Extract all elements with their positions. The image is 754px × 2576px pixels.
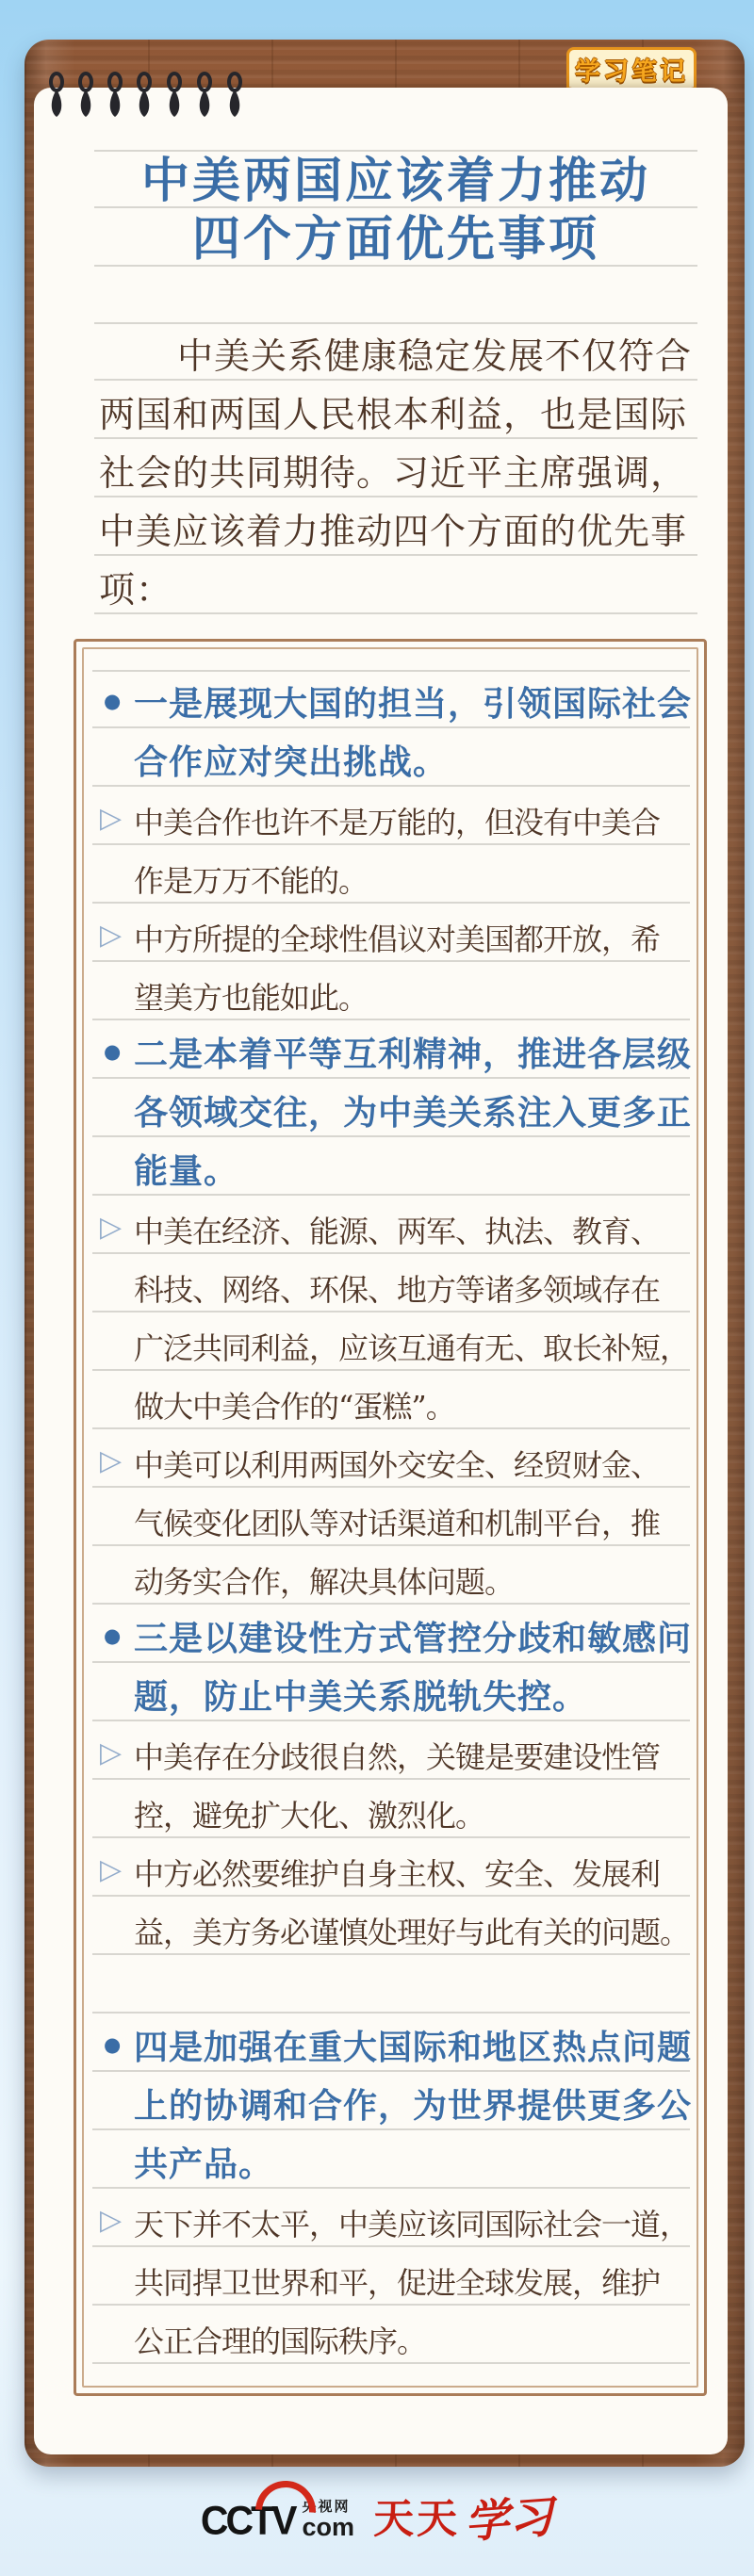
section-1-point-1-line-2: 作是万万不能的。	[92, 845, 690, 904]
section-4-point-1-line-3: 公正合理的国际秩序。	[92, 2306, 690, 2364]
blank-ruled-row	[92, 1955, 690, 2014]
triangle-bullet-icon: ▷	[100, 802, 123, 835]
cctv-logo-text: CCTV	[200, 2497, 295, 2543]
bullet-dot-icon: ●	[104, 1040, 122, 1063]
cctv-site-cn-label: 央视网	[302, 2498, 351, 2515]
section-3-point-2-line-1: ▷ 中方必然要维护自身主权、安全、发展利	[92, 1838, 690, 1897]
section-1-point-2-line-1: ▷ 中方所提的全球性倡议对美国都开放，希	[92, 904, 690, 962]
notebook-page	[34, 88, 728, 2454]
section-4-heading-line-3: 共产品。	[92, 2130, 690, 2189]
intro-line: 项：	[94, 556, 697, 614]
section-2-point-2-line-2: 气候变化团队等对话渠道和机制平台，推	[92, 1488, 690, 1546]
tiantian-xuexi-logo	[373, 2490, 555, 2549]
section-3-heading-line-2: 题，防止中美关系脱轨失控。	[92, 1663, 690, 1721]
section-4-heading-line-1: ● 四是加强在重大国际和地区热点问题	[92, 2014, 690, 2072]
section-3-heading-line-1: ● 三是以建设性方式管控分歧和敏感问	[92, 1605, 690, 1663]
section-2-point-1-line-2: 科技、网络、环保、地方等诸多领域存在	[92, 1254, 690, 1312]
cctv-com-logo	[200, 2497, 355, 2543]
intro-line: 中美应该着力推动四个方面的优先事	[94, 497, 697, 556]
triangle-bullet-icon: ▷	[100, 1736, 123, 1769]
section-1-point-1-line-1: ▷ 中美合作也许不是万能的，但没有中美合	[92, 787, 690, 845]
triangle-bullet-icon: ▷	[100, 919, 123, 952]
section-3-point-1-line-1: ▷ 中美存在分歧很自然，关键是要建设性管	[92, 1721, 690, 1780]
section-2-heading-line-1: ● 二是本着平等互利精神，推进各层级	[92, 1020, 690, 1079]
page-title	[94, 150, 697, 267]
priorities-box	[74, 639, 707, 2396]
section-1-point-2-line-2: 望美方也能如此。	[92, 962, 690, 1020]
intro-line: 中美关系健康稳定发展不仅符合	[94, 322, 697, 381]
spiral-rings-icon	[45, 70, 257, 130]
bullet-dot-icon: ●	[104, 2033, 122, 2056]
page-title-line-1: 中美两国应该着力推动	[94, 150, 697, 208]
intro-line: 社会的共同期待。习近平主席强调，	[94, 439, 697, 497]
section-3-point-2-line-2: 益，美方务必谨慎处理好与此有关的问题。	[92, 1897, 690, 1955]
section-2-heading-line-3: 能量。	[92, 1137, 690, 1196]
section-2-heading-line-2: 各领域交往，为中美关系注入更多正	[92, 1079, 690, 1137]
triangle-bullet-icon: ▷	[100, 1853, 123, 1886]
section-3-point-1-line-2: 控，避免扩大化、激烈化。	[92, 1780, 690, 1838]
xuexi-script-label: 学习	[463, 2490, 555, 2549]
triangle-bullet-icon: ▷	[100, 1444, 123, 1477]
priorities-content	[92, 670, 693, 2364]
bullet-dot-icon: ●	[104, 690, 122, 712]
bullet-dot-icon: ●	[104, 1624, 122, 1647]
intro-line: 两国和两国人民根本利益，也是国际	[94, 381, 697, 439]
page-title-line-2: 四个方面优先事项	[94, 208, 697, 267]
section-2-point-1-line-1: ▷ 中美在经济、能源、两军、执法、教育、	[92, 1196, 690, 1254]
section-4-point-1-line-1: ▷ 天下并不太平，中美应该同国际社会一道，	[92, 2189, 690, 2247]
section-2-point-1-line-3: 广泛共同利益，应该互通有无、取长补短，	[92, 1312, 690, 1371]
section-4-point-1-line-2: 共同捍卫世界和平，促进全球发展，维护	[92, 2247, 690, 2306]
section-4-heading-line-2: 上的协调和合作，为世界提供更多公	[92, 2072, 690, 2130]
study-notes-badge-label: 学习笔记	[575, 57, 688, 86]
intro-paragraph	[94, 322, 697, 614]
section-2-point-2-line-3: 动务实合作，解决具体问题。	[92, 1546, 690, 1605]
section-1-heading-line-2: 合作应对突出挑战。	[92, 728, 690, 787]
triangle-bullet-icon: ▷	[100, 1211, 123, 1244]
cctv-com-label: com	[302, 2512, 355, 2541]
notebook-board	[25, 40, 745, 2467]
section-2-point-1-line-4: 做大中美合作的“蛋糕”。	[92, 1371, 690, 1429]
triangle-bullet-icon: ▷	[100, 2204, 123, 2237]
section-1-heading-line-1: ● 一是展现大国的担当，引领国际社会	[92, 670, 690, 728]
footer-logos	[0, 2486, 754, 2553]
tiantian-label: 天天	[373, 2496, 461, 2542]
section-2-point-2-line-1: ▷ 中美可以利用两国外交安全、经贸财金、	[92, 1429, 690, 1488]
